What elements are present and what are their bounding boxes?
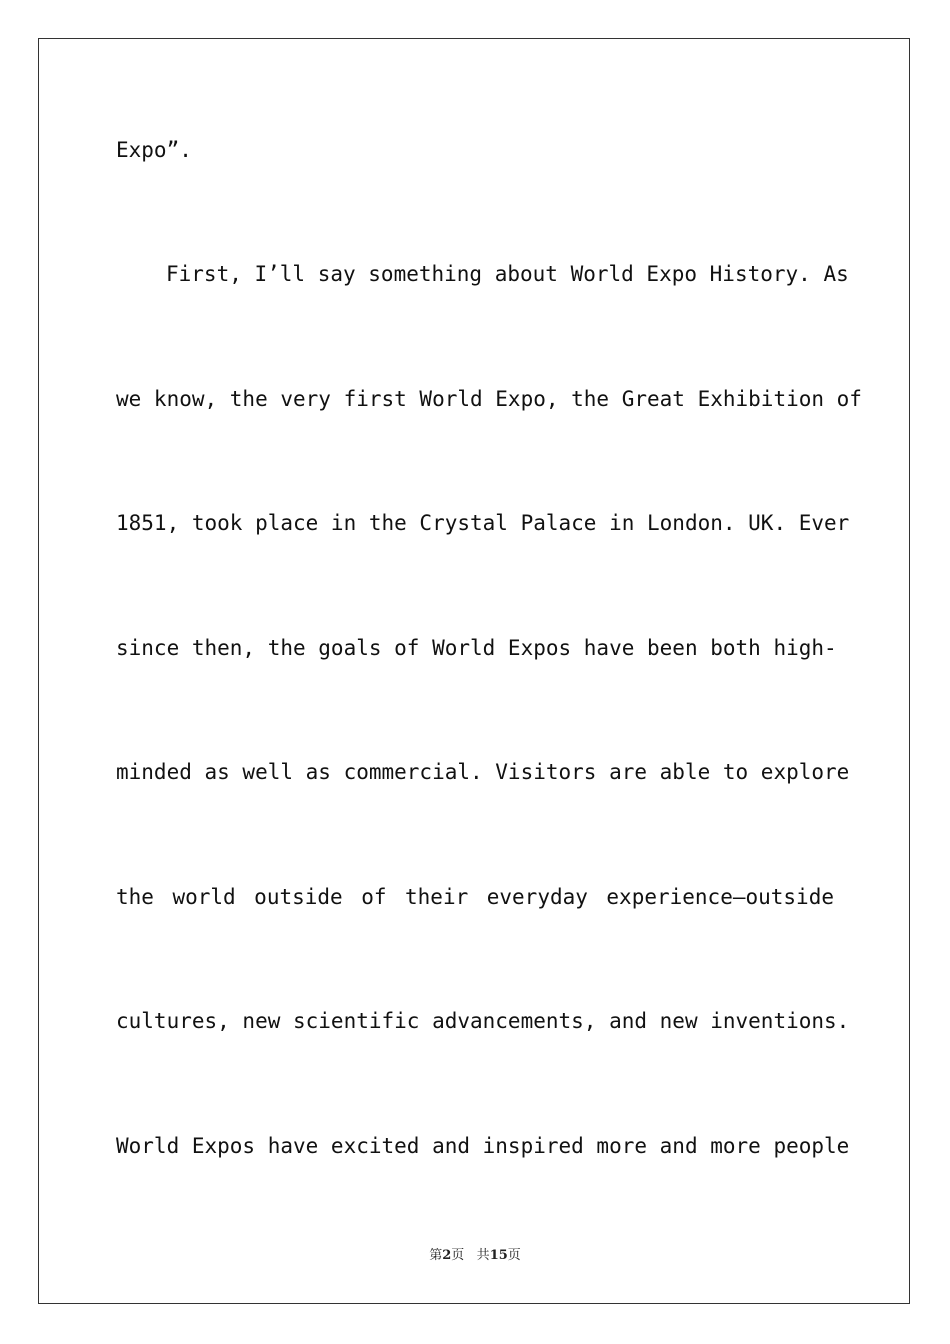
footer-total-pages: 15 xyxy=(489,1248,508,1263)
text-line-6: minded as well as commercial. Visitors are able to explore xyxy=(116,760,850,784)
footer-page-suffix: 页 xyxy=(451,1248,465,1263)
footer-prefix: 第 xyxy=(429,1248,443,1263)
footer-current-page: 2 xyxy=(442,1248,452,1263)
text-line-2: First, I’ll say something about World Expo History. As xyxy=(166,262,849,286)
footer-total-prefix: 共 xyxy=(476,1248,490,1263)
text-line-8: cultures, new scientific advancements, and new inventions. xyxy=(116,1009,850,1033)
footer-total-suffix: 页 xyxy=(507,1248,521,1263)
text-line-3: we know, the very first World Expo, the Great Exhibition of xyxy=(116,387,862,411)
text-line-4: 1851, took place in the Crystal Palace in London. UK. Ever xyxy=(116,511,850,535)
text-line-5: since then, the goals of World Expos have been both high- xyxy=(116,636,837,660)
page-frame xyxy=(38,38,910,1304)
page-footer xyxy=(0,1246,950,1266)
text-line-7: the world outside of their everyday experience—outside xyxy=(116,885,834,909)
text-line-1: Expo”. xyxy=(116,138,192,162)
text-line-9: World Expos have excited and inspired more and more people xyxy=(116,1134,850,1158)
